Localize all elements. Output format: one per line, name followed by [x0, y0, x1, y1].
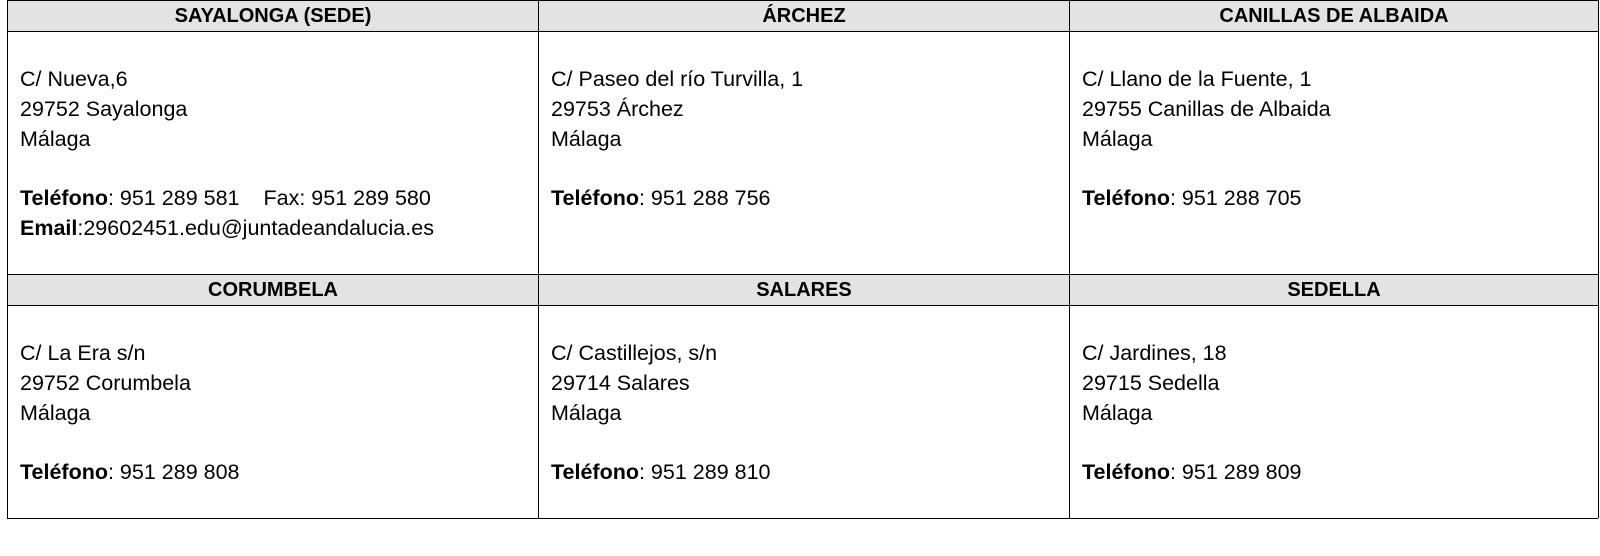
- office-email-line: [20, 213, 526, 243]
- office-address: C/ Llano de la Fuente, 1: [1082, 67, 1312, 91]
- office-province: Málaga: [1082, 127, 1153, 151]
- office-phone-line: [551, 183, 1057, 213]
- phone-number: : 951 288 705: [1169, 186, 1302, 210]
- office-header-sayalonga: SAYALONGA (SEDE): [8, 0, 539, 32]
- email-address[interactable]: :29602451.edu@juntadeandalucia.es: [77, 216, 434, 240]
- office-province: Málaga: [20, 127, 91, 151]
- email-label: Email: [20, 216, 78, 240]
- offices-table: [7, 0, 1598, 519]
- office-header-canillas: CANILLAS DE ALBAIDA: [1070, 0, 1599, 32]
- office-details-canillas: [1070, 32, 1599, 274]
- office-phone-line: [20, 183, 526, 213]
- phone-label: Teléfono: [1082, 186, 1170, 210]
- office-address: C/ Paseo del río Turvilla, 1: [551, 67, 804, 91]
- phone-number: : 951 289 809: [1169, 460, 1302, 484]
- office-header-salares: SALARES: [539, 274, 1070, 306]
- office-province: Málaga: [20, 401, 91, 425]
- office-postal: 29752 Sayalonga: [20, 97, 188, 121]
- phone-label: Teléfono: [551, 186, 639, 210]
- office-address: C/ La Era s/n: [20, 341, 146, 365]
- office-postal: 29755 Canillas de Albaida: [1082, 97, 1331, 121]
- phone-label: Teléfono: [20, 186, 108, 210]
- phone-label: Teléfono: [20, 460, 108, 484]
- fax-number: Fax: 951 289 580: [263, 186, 431, 210]
- office-postal: 29753 Árchez: [551, 97, 684, 121]
- office-postal: 29714 Salares: [551, 371, 690, 395]
- office-phone-line: [1082, 457, 1586, 487]
- office-details-sedella: [1070, 306, 1599, 518]
- office-details-sayalonga: [8, 32, 539, 274]
- office-phone-line: [1082, 183, 1586, 213]
- office-province: Málaga: [1082, 401, 1153, 425]
- office-postal: 29715 Sedella: [1082, 371, 1220, 395]
- office-phone-line: [20, 457, 526, 487]
- phone-number: : 951 289 581: [107, 186, 240, 210]
- office-header-sedella: SEDELLA: [1070, 274, 1599, 306]
- office-phone-line: [551, 457, 1057, 487]
- office-header-corumbela: CORUMBELA: [8, 274, 539, 306]
- office-header-archez: ÁRCHEZ: [539, 0, 1070, 32]
- phone-label: Teléfono: [1082, 460, 1170, 484]
- phone-number: : 951 289 810: [638, 460, 771, 484]
- office-address: C/ Nueva,6: [20, 67, 128, 91]
- office-postal: 29752 Corumbela: [20, 371, 191, 395]
- phone-number: : 951 289 808: [107, 460, 240, 484]
- office-details-salares: [539, 306, 1070, 518]
- office-address: C/ Jardines, 18: [1082, 341, 1227, 365]
- office-details-archez: [539, 32, 1070, 274]
- phone-number: : 951 288 756: [638, 186, 771, 210]
- office-details-corumbela: [8, 306, 539, 518]
- office-province: Málaga: [551, 127, 622, 151]
- office-address: C/ Castillejos, s/n: [551, 341, 718, 365]
- phone-label: Teléfono: [551, 460, 639, 484]
- office-province: Málaga: [551, 401, 622, 425]
